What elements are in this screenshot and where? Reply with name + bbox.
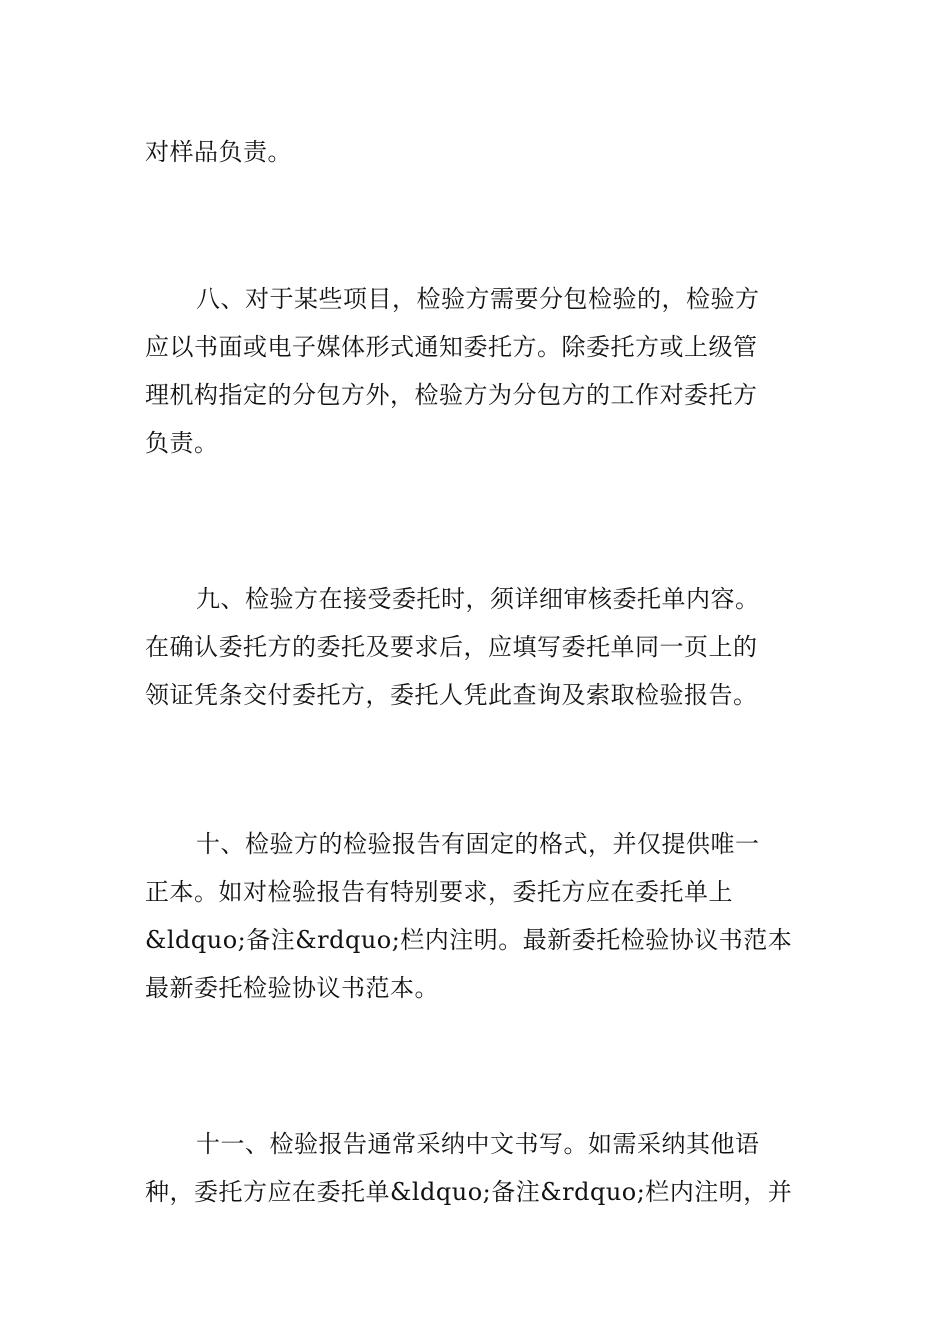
text-line: 八、对于某些项目，检验方需要分包检验的，检验方 (196, 285, 760, 313)
text-line: 领证凭条交付委托方，委托人凭此查询及索取检验报告。 (145, 681, 758, 709)
text-line: 正本。如对检验报告有特别要求，委托方应在委托单上 (145, 878, 733, 906)
text-line: 十一、检验报告通常采纳中文书写。如需采纳其他语 (196, 1130, 760, 1158)
text-line: 九、检验方在接受委托时，须详细审核委托单内容。 (196, 585, 760, 613)
text-line: &ldquo;备注&rdquo;栏内注明。最新委托检验协议书范本 (145, 926, 793, 954)
paragraph-continuation (145, 128, 811, 176)
paragraph-item-11 (145, 1120, 811, 1216)
text-line: 最新委托检验协议书范本。 (145, 974, 439, 1002)
text-line: 对样品负责。 (145, 138, 292, 166)
text-line: 负责。 (145, 429, 219, 457)
paragraph-item-8 (145, 275, 811, 467)
text-line: 应以书面或电子媒体形式通知委托方。除委托方或上级管 (145, 333, 758, 361)
paragraph-item-10 (145, 820, 811, 1012)
paragraph-item-9 (145, 575, 811, 719)
text-line: 种，委托方应在委托单&ldquo;备注&rdquo;栏内注明，并 (145, 1178, 793, 1206)
text-line: 理机构指定的分包方外，检验方为分包方的工作对委托方 (145, 381, 758, 409)
text-line: 十、检验方的检验报告有固定的格式，并仅提供唯一 (196, 830, 760, 858)
text-line: 在确认委托方的委托及要求后，应填写委托单同一页上的 (145, 633, 758, 661)
